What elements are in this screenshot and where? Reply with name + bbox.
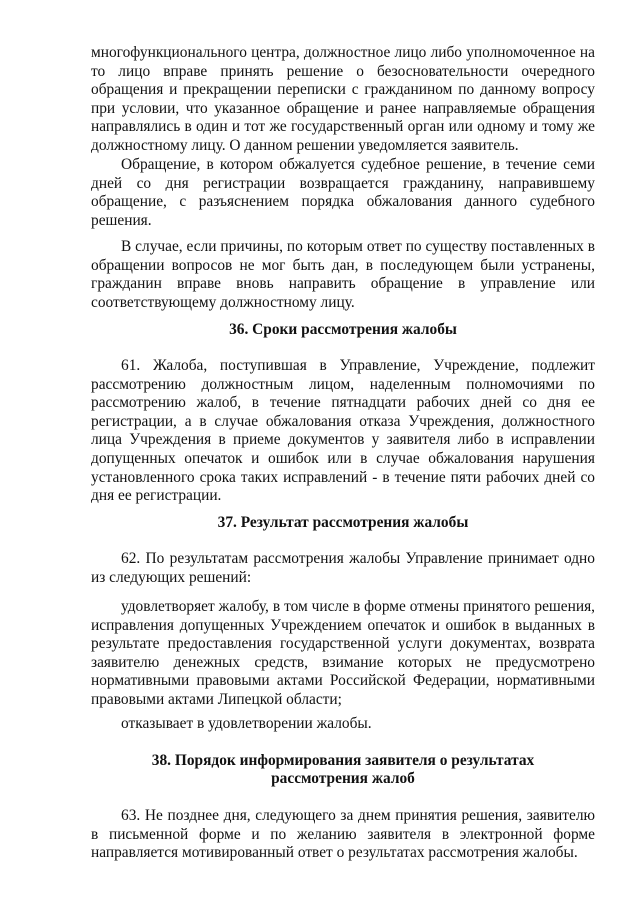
paragraph-mfc-decision: многофункционального центра, должностное лицо либо уполномоченное на то лицо вправе принять решение о безосновательности очередного обращения и прекращении переписки с гражданином по данному вопросу при условии, что указанное обращение и ранее направляемые обращения направлялись в один и тот же государственный орган или одному и тому же должностному лицу. О данном решении уведомляется заявитель. <box>91 44 595 154</box>
heading-section-37: 37. Результат рассмотрения жалобы <box>217 514 469 531</box>
heading-section-38-line1: 38. Порядок информирования заявителя о результатах <box>151 752 535 769</box>
heading-section-36: 36. Сроки рассмотрения жалобы <box>229 321 457 338</box>
paragraph-item-62: 62. По результатам рассмотрения жалобы Управление принимает одно из следующих решений: <box>91 550 595 586</box>
heading-section-38-line2: рассмотрения жалоб <box>271 770 415 787</box>
paragraph-satisfy-complaint: удовлетворяет жалобу, в том числе в форме отмены принятого решения, исправления допущенных Учреждением опечаток и ошибок в выданных в результате предоставления государственной услуги документах, возврата заявителю денежных средств, взимание которых не предусмотрено нормативными правовыми актами Российской Федерации, нормативными правовыми актами Липецкой области; <box>91 598 595 708</box>
paragraph-repeat-appeal: В случае, если причины, по которым ответ по существу поставленных в обращении вопросов не мог быть дан, в последующем были устранены, гражданин вправе вновь направить обращение в управление или соответствующему должностному лицу. <box>91 238 595 311</box>
paragraph-refuse-complaint: отказывает в удовлетворении жалобы. <box>121 715 372 732</box>
paragraph-item-61: 61. Жалоба, поступившая в Управление, Учреждение, подлежит рассмотрению должностным лицом, наделенным полномочиями по рассмотрению жалоб, в течение пятнадцати рабочих дней со дня ее регистрации, а в случае обжалования отказа Учреждения, должностного лица Учреждения в приеме документов у заявителя либо в исправлении допущенных опечаток и ошибок или в случае обжалования нарушения установленного срока таких исправлений - в течение пяти рабочих дней со дня ее регистрации. <box>91 357 595 505</box>
paragraph-court-decision: Обращение, в котором обжалуется судебное решение, в течение семи дней со дня регистрации возвращается гражданину, направившему обращение, с разъяснением порядка обжалования данного судебного решения. <box>91 156 595 229</box>
paragraph-item-63: 63. Не позднее дня, следующего за днем принятия решения, заявителю в письменной форме и по желанию заявителя в электронной форме направляется мотивированный ответ о результатах рассмотрения жалобы. <box>91 807 595 862</box>
